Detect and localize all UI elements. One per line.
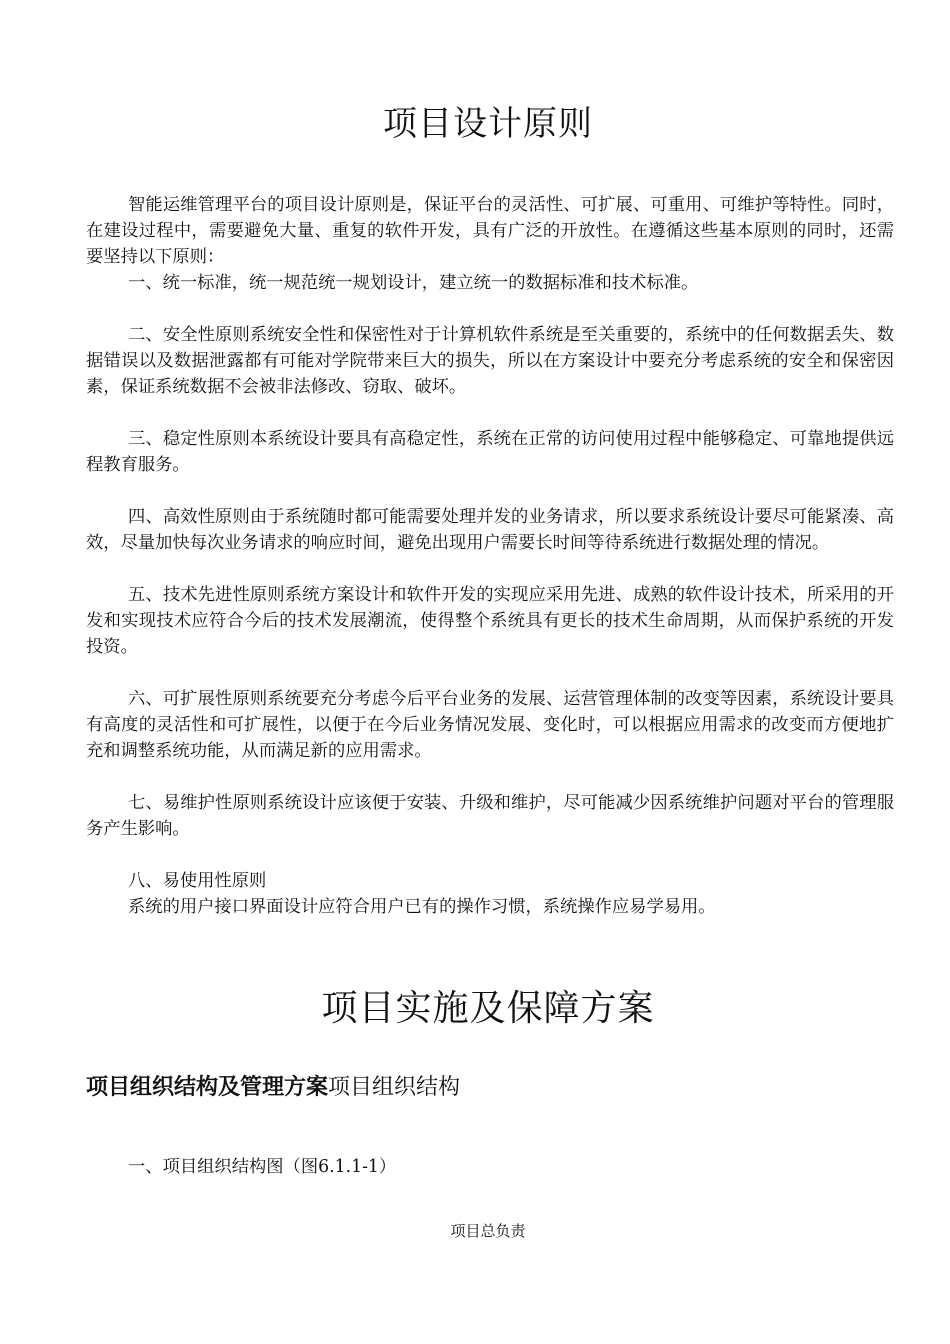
principle-8-heading: 八、易使用性原则	[128, 871, 267, 891]
figure-caption: 一、项目组织结构图（图6.1.1-1）	[128, 1157, 397, 1177]
intro-paragraph: 智能运维管理平台的项目设计原则是，保证平台的灵活性、可扩展、可重用、可维护等特性。同时，在建设过程中，需要避免大量、重复的软件开发，具有广泛的开放性。在遵循这些基本原则的同时，还需要坚持以下原则：	[86, 195, 894, 267]
subsection-heading	[86, 1070, 460, 1101]
principle-1: 一、统一标准，统一规范统一规划设计，建立统一的数据标准和技术标准。	[128, 273, 699, 293]
principle-8-text: 系统的用户接口界面设计应符合用户已有的操作习惯，系统操作应易学易用。	[128, 897, 716, 917]
subsection-heading-bold: 项目组织结构及管理方案	[86, 1075, 329, 1100]
subsection-heading-normal: 项目组织结构	[328, 1075, 461, 1100]
principle-3: 三、稳定性原则本系统设计要具有高稳定性，系统在正常的访问使用过程中能够稳定、可靠地提供远程教育服务。	[86, 429, 894, 475]
principle-7: 七、易维护性原则系统设计应该便于安装、升级和维护，尽可能减少因系统维护问题对平台的管理服务产生影响。	[86, 793, 894, 839]
principle-4: 四、高效性原则由于系统随时都可能需要处理并发的业务请求，所以要求系统设计要尽可能紧凑、高效，尽量加快每次业务请求的响应时间，避免出现用户需要长时间等待系统进行数据处理的情况。	[86, 507, 894, 553]
principle-6: 六、可扩展性原则系统要充分考虑今后平台业务的发展、运营管理体制的改变等因素，系统设计要具有高度的灵活性和可扩展性，以便于在今后业务情况发展、变化时，可以根据应用需求的改变而方便地扩充和调整系统功能，从而满足新的应用需求。	[86, 689, 894, 761]
section-title-design-principles: 项目设计原则	[383, 104, 593, 144]
org-chart-top-node: 项目总负责	[450, 1222, 526, 1240]
principle-5: 五、技术先进性原则系统方案设计和软件开发的实现应采用先进、成熟的软件设计技术，所采用的开发和实现技术应符合今后的技术发展潮流，使得整个系统具有更长的技术生命周期，从而保护系统的开发投资。	[86, 585, 894, 657]
principle-2: 二、安全性原则系统安全性和保密性对于计算机软件系统是至关重要的，系统中的任何数据丢失、数据错误以及数据泄露都有可能对学院带来巨大的损失，所以在方案设计中要充分考虑系统的安全和保密因素，保证系统数据不会被非法修改、窃取、破坏。	[86, 325, 894, 397]
principles-body	[86, 192, 894, 920]
section-title-implementation: 项目实施及保障方案	[321, 988, 655, 1029]
